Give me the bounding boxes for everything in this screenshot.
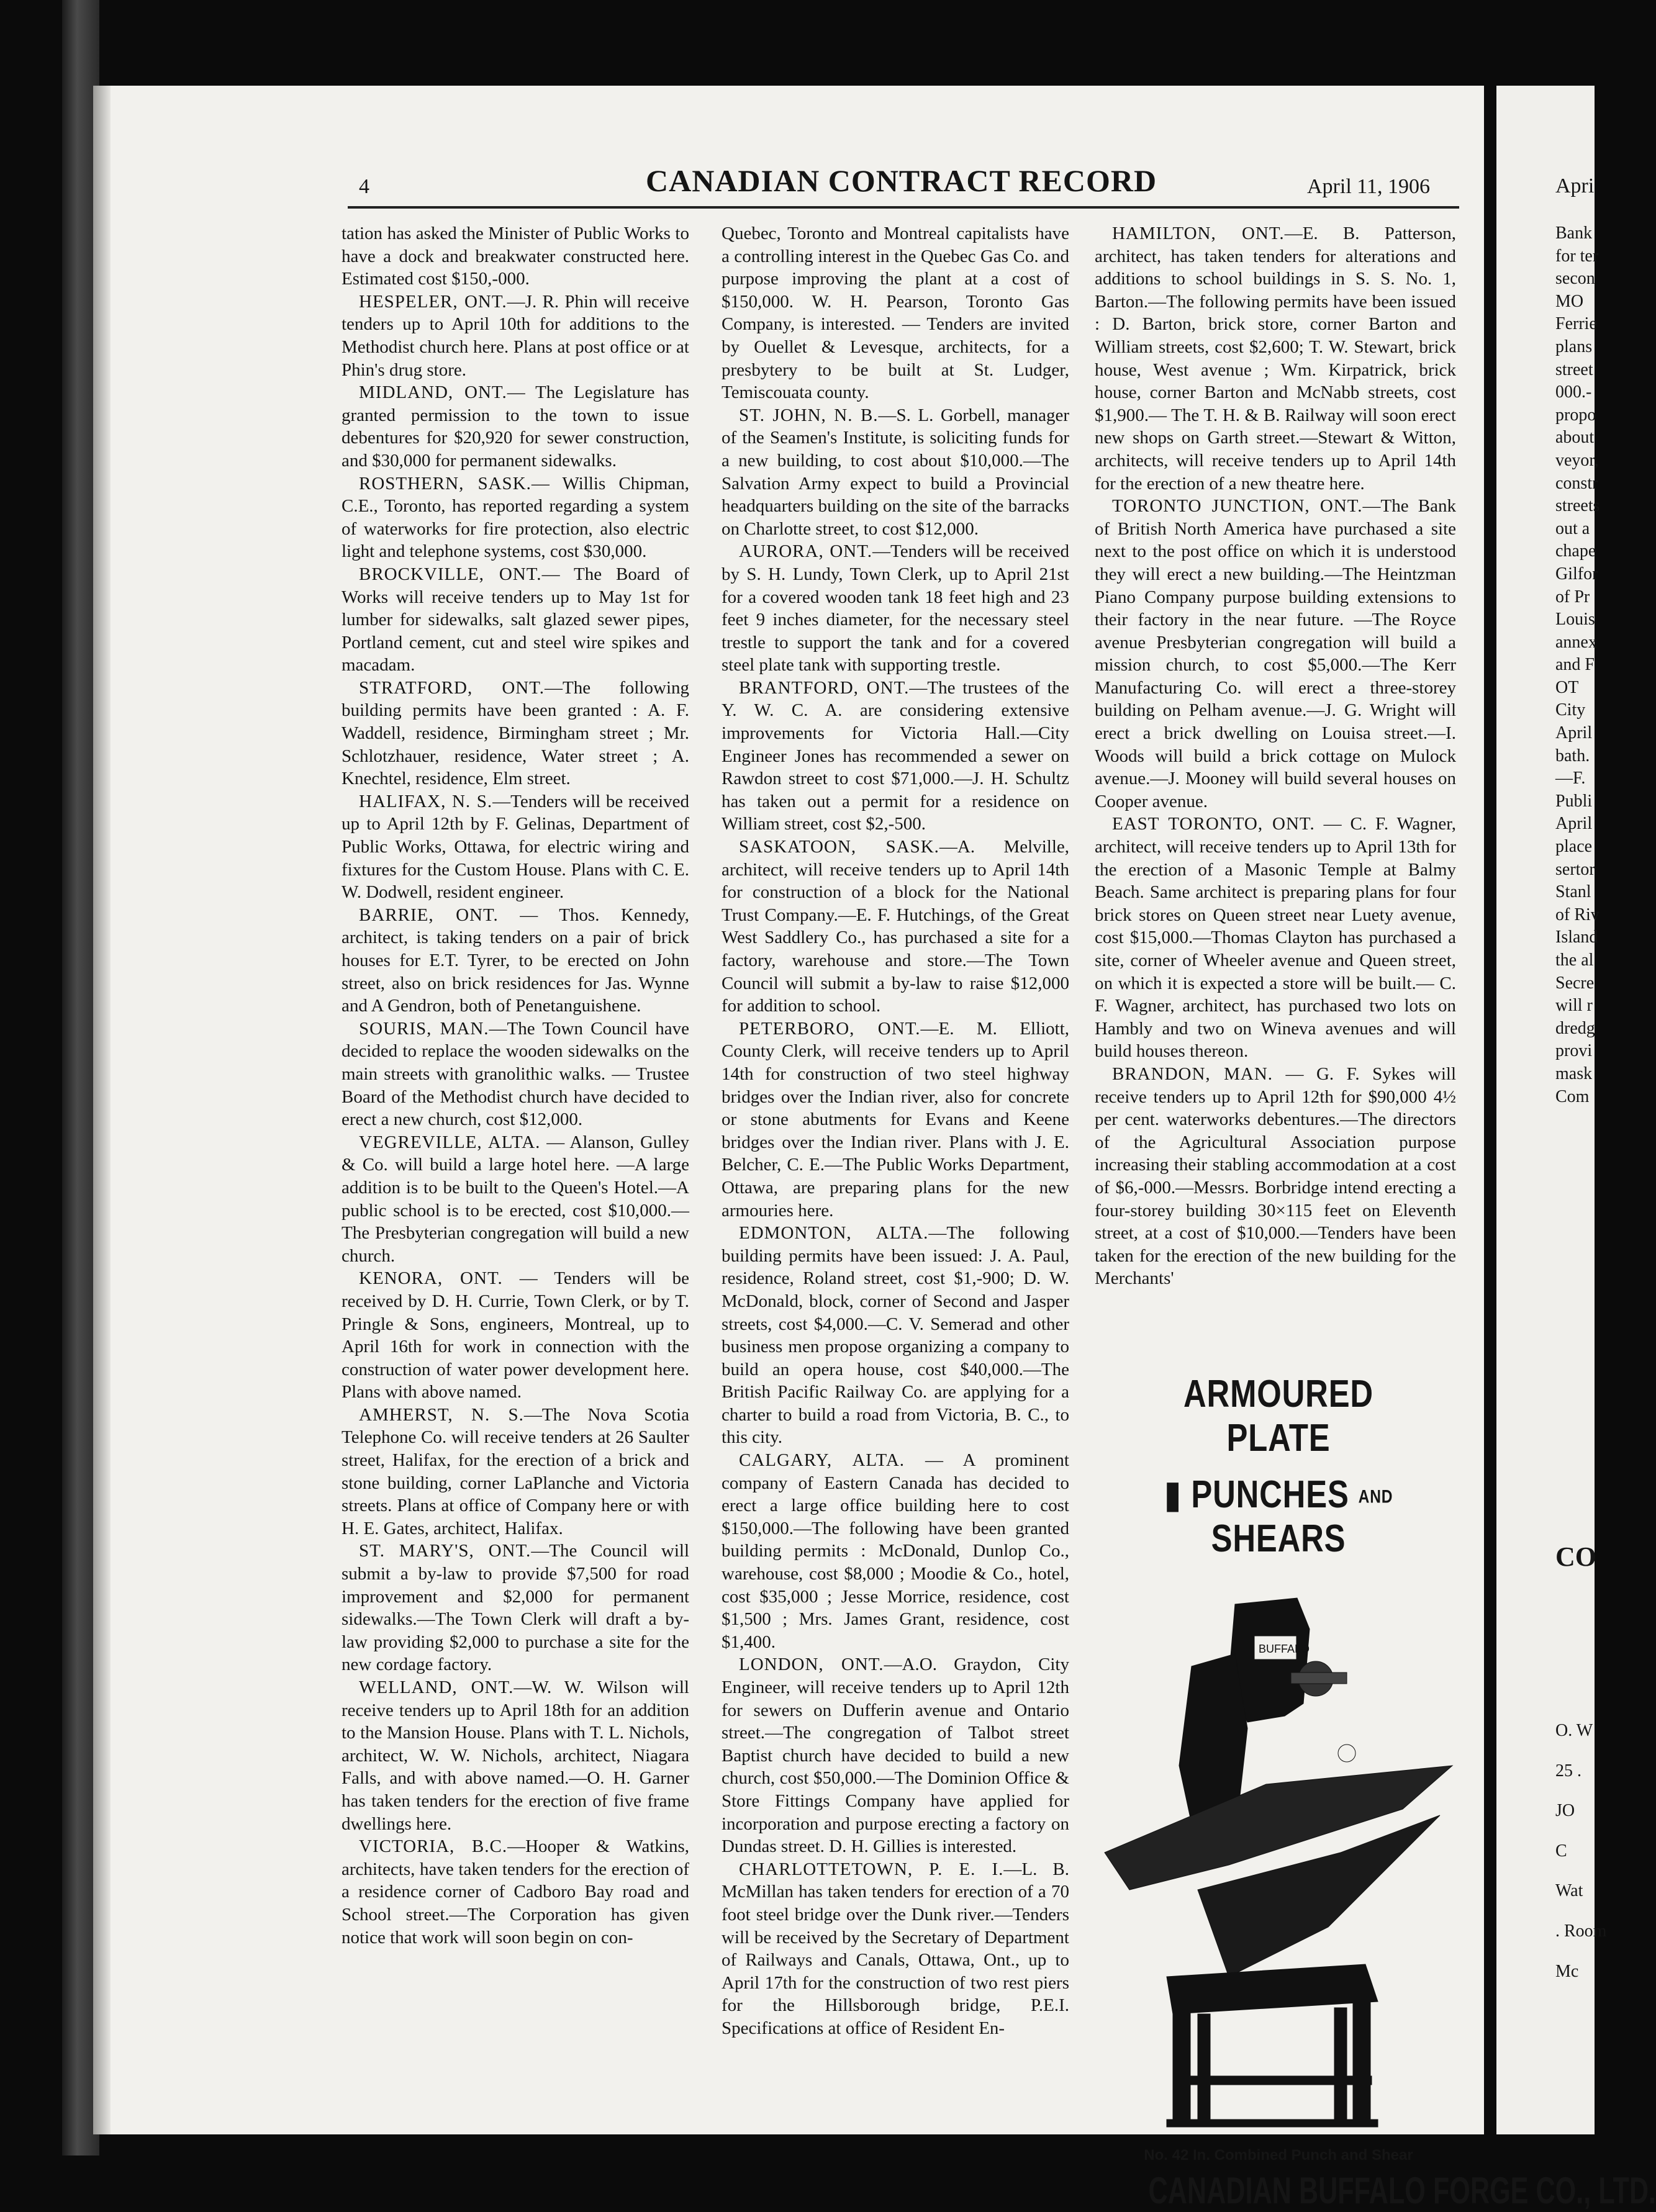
machine-label: BUFFALO [1259,1643,1310,1655]
news-item-heading: VICTORIA, B.C. [359,1836,508,1857]
news-item-body: — Willis Chipman, C.E., Toronto, has reported regarding a system of waterworks for fire protection, also electric light and telephone systems, cost $30,000. [342,473,690,562]
news-item-body: — The Legislature has granted permission to the town to issue debentures for $20,920 for sewer construction, and $30,000 for permanent sidewalks. [342,382,689,471]
adjacent-page-line: mask [1555,1063,1593,1083]
news-item-body: — The Board of Works will receive tenders up to May 1st for lumber for sidewalks, salt glazed sewer pipes, Portland cement, cut and steel wire spikes and macadam. [342,564,690,675]
adjacent-page-line: Island [1555,928,1598,947]
adjacent-page-line: Publi [1555,791,1593,811]
news-item-body: —The Council will submit a by-law to provide $7,500 for road improvement and $2,000 for permanent sidewalks.—The Town Clerk will draft a by-law providing $2,000 to purchase a site for the new cordage factory. [342,1541,689,1675]
news-item-body: —The trustees of the Y. W. C. A. are considering extensive improvements for Victoria Hall.—City Engineer Jones has recommended a sewer on Rawdon street to cost $71,000.—J. H. Schultz has taken out a permit for a residence on William street, cost $2,-500. [722,677,1070,834]
news-item-body: — Thos. Kennedy, architect, is taking tenders on a pair of brick houses for E.T. Tyrer, to be erected on John street, also on brick residences for Jas. Wynne and A Gendron, both of Penetanguishene. [342,905,690,1016]
news-item [342,1131,689,1268]
news-item [722,1222,1069,1449]
news-item [342,677,689,790]
adjacent-page-line: bath. [1555,746,1590,765]
adjacent-page-line: plans [1555,336,1593,356]
news-item-heading: WELLAND, ONT. [359,1677,514,1697]
punch-and-shear-machine-illustration [1105,1579,1452,2138]
news-item-body: —The Bank of British North America have purchased a site next to the post office on which it is understood they will erect a new building.—The Heintzman Piano Company purpose building extensions to their factory in the near future. —The Royce avenue Presbyterian congregation will build a mission church, to cost $5,000.—The Kerr Manufacturing Co. will erect a three-storey building on Pelham avenue.—J. G. Wright will erect a brick dwelling on Louisa street.—I. Woods will build a brick cottage on Mulock avenue.—J. Mooney will build several houses on Cooper avenue. [1095,496,1456,811]
news-item-body: —The Nova Scotia Telephone Co. will receive tenders at 26 Saulter street, Halifax, for the erection of a brick and stone building, corner LaPlanche and Victoria streets. Plans at office of Company here or with H. E. Gates, architect, Halifax. [342,1404,689,1538]
adjacent-page-line: Louis [1555,610,1595,630]
news-item-heading: HALIFAX, N. S. [359,791,493,811]
adjacent-page-line: April [1555,723,1593,743]
adjacent-page-line: provi [1555,1041,1593,1061]
adjacent-page-line: chape [1555,541,1596,561]
adjacent-page-line: propo [1555,405,1596,425]
news-item-heading: HESPELER, ONT. [359,291,507,312]
news-item-heading: PETERBORO, ONT. [739,1018,921,1039]
ad-headline: ARMOURED PLATE [1183,1373,1373,1460]
news-item-body: —A. Melville, architect, will receive tenders up to April 14th for construction of a block for the National Trust Company.—E. F. Hutchings, of the Great West Saddlery Co., has purchased a site for a factory, warehouse and store.—The Town Council will submit a by-law to raise $12,000 for addition to school. [722,837,1069,1016]
adjacent-page-line: JO [1555,1801,1575,1821]
news-item-body: —Tenders will be received by S. H. Lundy, Town Clerk, up to April 21st for a covered wooden tank 18 feet high and 23 feet 9 inches diameter, for the necessary steel trestle to support the tank and for a covered steel plate tank with supporting trestle. [722,541,1070,675]
news-item-body: — Tenders will be received by D. H. Currie, Town Clerk, or by T. Pringle & Sons, engineers, Montreal, up to April 16th for work in connection with the construction of water power development here. Plans with above named. [342,1268,690,1402]
news-item-body: — A prominent company of Eastern Canada has decided to erect a large office building here to cost $150,000.—The following have been granted building permits : McDonald, Dunlop Co., warehouse, cost $8,000 ; Moodie & Co., hotel, cost $35,000 ; Jesse Morrice, residence, cost $1,500 ; Mrs. James Grant, residence, cost $1,400. [722,1450,1069,1652]
adjacent-page-line: for ter [1555,246,1599,266]
adjacent-page-header: Apri [1555,174,1595,197]
news-item-body: —The following building permits have been issued: J. A. Paul, residence, Roland street, cost $1,-900; D. W. McDonald, block, corner of Second and Jasper streets, cost $4,000.—C. V. Semerad and other business men propose organizing a company to build an opera house, cost $40,000.—The British Pacific Railway Co. are applying for a charter to build a road from Victoria, B. C., to this city. [722,1223,1069,1448]
news-item [342,1540,689,1676]
news-item-heading: EAST TORONTO, ONT. [1112,814,1315,834]
news-item-body: —L. B. McMillan has taken tenders for erection of a 70 foot steel bridge over the Dunk river.—Tenders will be received by the Secretary of Department of Railways and Canals, Ottawa, Ont., up to April 17th for the construction of two rest piers for the Hillsborough bridge, P.E.I. Specifications at office of Resident En- [722,1859,1069,2038]
news-item-heading: MIDLAND, ONT. [359,382,507,403]
news-item-body: —E. M. Elliott, County Clerk, will receive tenders up to April 14th for construction of two steel highway bridges over the Indian river, also for concrete or stone abutments for Evans and Keene bridges over the Indian river. Plans with J. E. Belcher, C. E.—The Public Works Department, Ottawa, are preparing plans for the new armouries here. [722,1018,1070,1221]
adjacent-page-line: C [1555,1841,1567,1861]
news-item [1095,1063,1456,1290]
news-item [722,1449,1069,1653]
adjacent-page-line: O. W [1555,1721,1593,1740]
news-item [342,1676,689,1835]
news-item-body: — G. F. Sykes will receive tenders up to April 12th for $90,000 4½ per cent. waterworks debentures.—The directors of the Agricultural Association purpose increasing their stabling accommodation at a cost of $6,-000.—Messrs. Borbridge intend erecting a four-storey building 30×115 feet on Eleventh street, at a cost of $10,000.—Tenders have been taken for the erection of the new building for the Merchants' [1095,1063,1457,1289]
adjacent-page-line: 000.- [1555,382,1592,402]
news-item [722,404,1069,541]
adjacent-page-lower-text [1555,1720,1606,2000]
adjacent-page-line: of Pr [1555,587,1590,607]
text-column-2 [722,222,1069,2040]
text-column-3 [1095,222,1456,1290]
adjacent-page-line: 25 . [1555,1761,1581,1781]
news-item [722,1653,1069,1858]
header-rule [348,206,1459,209]
adjacent-page-line: Wat [1555,1881,1583,1901]
issue-date: April 11, 1906 [1307,175,1431,198]
news-item-heading: CALGARY, ALTA. [739,1450,905,1471]
page-title: CANADIAN CONTRACT RECORD [646,163,1157,198]
adjacent-page-line: Mc [1555,1961,1579,1981]
news-item-heading: BRANDON, MAN. [1112,1063,1274,1084]
news-item [1095,813,1456,1063]
news-item-heading: ST. MARY'S, ONT. [359,1541,532,1561]
news-item [342,381,689,472]
news-item [342,1018,689,1131]
news-item [722,836,1069,1018]
news-item-body: —W. W. Wilson will receive tenders up to April 18th for an addition to the Mansion House. Plans with T. L. Nichols, architect, W. W. Nichols, architect, Niagara Falls, and with above named.—O. H. Garner has taken tenders for the erection of five frame dwellings here. [342,1677,689,1834]
text-column-1 [342,222,689,1949]
adjacent-page-line: veyor, [1555,450,1599,470]
adjacent-page-line: place [1555,837,1593,857]
ad-caption: No. 42 In. Combined Punch and Shear [1144,2147,1413,2164]
news-item-heading: AMHERST, N. S. [359,1404,524,1425]
news-item-body: —E. B. Patterson, architect, has taken tenders for alterations and additions to school buildings in S. S. No. 1, Barton.—The following permits have been issued : D. Barton, brick store, corner Barton and William streets, cost $2,600; T. W. Stewart, brick house, West avenue ; Wm. Kirpatrick, brick house, corner Barton and McNabb streets, cost $1,900.— The T. H. & B. Railway will soon erect new shops on Garth street.—Stewart & Witton, architects, will receive tenders up to April 14th for the erection of a new theatre here. [1095,223,1456,494]
news-item [342,563,689,677]
news-item-heading: LONDON, ONT. [739,1654,884,1675]
adjacent-page-line: April [1555,814,1593,834]
adjacent-page-heading: CO [1555,1542,1596,1572]
news-item-heading: EDMONTON, ALTA. [739,1223,929,1244]
news-item-heading: BRANTFORD, ONT. [739,677,910,698]
adjacent-page-line: street [1555,359,1593,379]
adjacent-page-line: City [1555,700,1586,720]
news-item-body: Quebec, Toronto and Montreal capitalists have a controlling interest in the Quebec Gas Co. and purpose improving the plant at a cost of $150,000. W. H. Pearson, Toronto Gas Company, is interested. — Tenders are invited by Ouellet & Levesque, architects, for a presbytery to be built at St. Ludger, Temiscouata county. [722,223,1069,403]
news-item [342,1404,689,1540]
news-item-body: —Tenders will be received up to April 12th by F. Gelinas, Department of Public Works, Ottawa, for electric wiring and fixtures for the Custom House. Plans with C. E. W. Dodwell, resident engineer. [342,791,689,903]
adjacent-page-line: about [1555,428,1595,448]
adjacent-page-line: streets [1555,496,1600,516]
news-item-body: tation has asked the Minister of Public Works to have a dock and breakwater constructed here. Estimated cost $150,-000. [342,223,689,289]
news-item [342,790,689,904]
adjacent-page-line: Secre [1555,973,1595,993]
adjacent-page-line: out a [1555,518,1590,538]
news-item-heading: KENORA, ONT. [359,1268,503,1289]
news-item [722,677,1069,836]
news-item [722,1018,1069,1222]
news-item-heading: ROSTHERN, SASK. [359,473,532,494]
adjacent-page-line: will r [1555,996,1593,1016]
news-item-heading: ST. JOHN, N. B. [739,405,879,425]
ad-bullet-icon: ▮ [1164,1473,1182,1516]
adjacent-page-line: annex [1555,632,1597,652]
ad-subheadline: ▮ PUNCHES AND SHEARS [1164,1473,1393,1560]
adjacent-page-line: . Room [1555,1921,1607,1941]
adjacent-page-line: secon [1555,269,1595,289]
adjacent-page-line: Stanl [1555,882,1591,902]
news-item-heading: VEGREVILLE, ALTA. [359,1132,541,1152]
news-item-body: —J. R. Phin will receive tenders up to April 10th for additions to the Methodist church here. Plans at post office or at Phin's drug store. [342,291,689,380]
news-item-heading: TORONTO JUNCTION, ONT. [1112,496,1363,517]
adjacent-page-line: constr [1555,473,1598,493]
page-number: 4 [359,175,369,198]
news-item-body: —S. L. Gorbell, manager of the Seamen's Institute, is soliciting funds for a new building, to cost about $10,000.—The Salvation Army expect to build a Provincial headquarters building on the site of the barracks on Charlotte street, to cost $12,000. [722,405,1069,539]
news-item [342,1835,689,1949]
adjacent-page-line: of Riv [1555,905,1599,924]
adjacent-page-line: OT [1555,677,1579,697]
news-item [722,222,1069,404]
page-gutter-shadow [93,86,111,2134]
news-item-heading: CHARLOTTETOWN, P. E. I. [739,1859,1004,1879]
adjacent-page-line: Com [1555,1086,1590,1106]
adjacent-page-line: dredg [1555,1018,1595,1038]
news-item-body: — C. F. Wagner, architect, will receive tenders up to April 13th for the erection of a Masonic Temple at Balmy Beach. Same architect is preparing plans for four brick stores on Queen street near Luety avenue, cost $15,000.—Thomas Clayton has purchased a site, corner of Wheeler avenue and Queen street, on which it is expected a store will be built.— C. F. Wagner, architect, has purchased two lots on Hambly and two on Wineva avenues and will build houses thereon. [1095,814,1456,1062]
adjacent-page-line: MO [1555,291,1584,311]
adjacent-page-line: and F [1555,655,1595,675]
ad-company-name: CANADIAN BUFFALO FORGE CO., LTD. [1148,2170,1656,2211]
adjacent-page-line: Ferrie [1555,314,1597,334]
news-item-body: — Alanson, Gulley & Co. will build a large hotel here. —A large addition is to be built to the Queen's Hotel.—A public school is to be erected, cost $10,000.—The Presbyterian congregation will build a new church. [342,1132,689,1266]
news-item-heading: HAMILTON, ONT. [1112,223,1285,243]
adjacent-page-line: Gilfor [1555,564,1598,584]
adjacent-page-line: the al [1555,950,1594,970]
news-item-body: —A.O. Graydon, City Engineer, will receive tenders up to April 12th for sewers on Dufferin avenue and Ontario street.—The congregation of Talbot street Baptist church have decided to build a new church, cost $50,000.—The Dominion Office & Store Fittings Company have applied for incorporation and purpose erecting a factory on Dundas street. D. H. Gillies is interested. [722,1654,1069,1857]
news-item-heading: SOURIS, MAN. [359,1018,489,1039]
adjacent-page-line: —F. [1555,769,1586,788]
news-item-heading: AURORA, ONT. [739,541,873,562]
adjacent-page-line: sertor [1555,859,1595,879]
news-item-heading: STRATFORD, ONT. [359,677,545,698]
news-item [342,472,689,563]
news-item [1095,222,1456,495]
news-item-heading: BARRIE, ONT. [359,905,499,925]
news-item [1095,495,1456,813]
news-item-body: —Hooper & Watkins, architects, have taken tenders for the erection of a residence corner of Cadboro Bay road and School street.—The Corporation has given notice that work will soon begin on con- [342,1836,689,1948]
news-item-body: —The following building permits have been granted : A. F. Waddell, residence, Birmingham street ; Mr. Schlotzhauer, residence, Water street ; A. Knechtel, residence, Elm street. [342,677,690,789]
news-item [722,1858,1069,2040]
news-item-heading: SASKATOON, SASK. [739,837,939,857]
news-item [342,291,689,381]
news-item-body: —The Town Council have decided to replace the wooden sidewalks on the main streets with granolithic walks. — Trustee Board of the Methodist church have decided to erect a new church, cost $12,000. [342,1018,689,1130]
news-item [342,1267,689,1404]
adjacent-page-line: Bank [1555,223,1593,243]
news-item-heading: BROCKVILLE, ONT. [359,564,542,584]
news-item [342,222,689,291]
news-item [722,540,1069,677]
adjacent-page-text [1555,222,1600,1108]
news-item [342,904,689,1018]
